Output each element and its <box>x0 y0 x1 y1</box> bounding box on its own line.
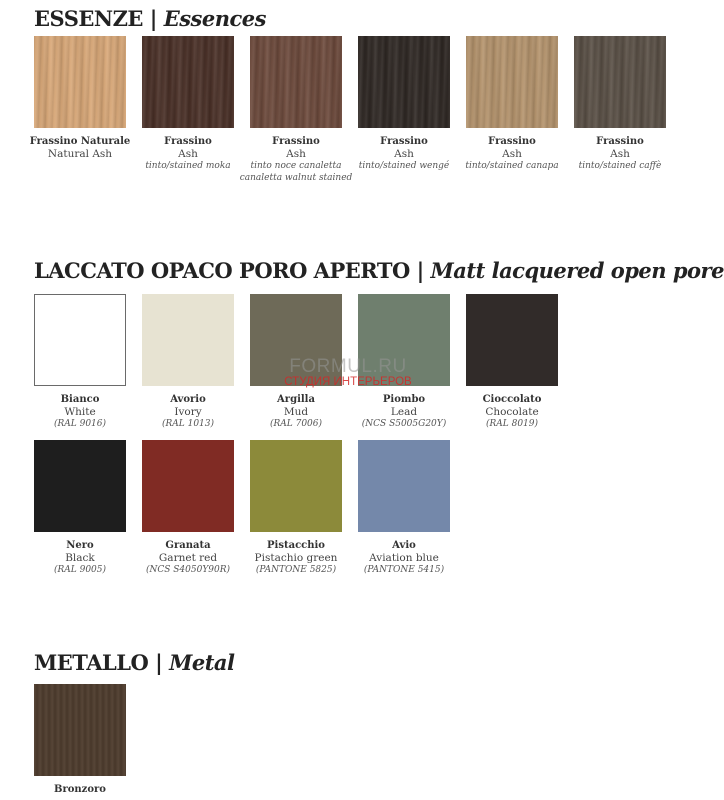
swatch-name-en: Aviation blue <box>369 552 439 564</box>
swatch-code: (RAL 8019) <box>485 419 539 429</box>
wood-swatch[interactable] <box>142 36 234 128</box>
swatch-name-it: Bianco <box>60 394 100 405</box>
swatch-name-it: Frassino <box>488 136 536 147</box>
swatch-name-en: Ash <box>502 148 522 160</box>
swatch-name-it: Argilla <box>277 394 315 405</box>
swatch-note: tinto/stained canapa <box>465 161 559 171</box>
swatch-name-it: Granata <box>165 540 211 551</box>
swatch-name-en: Chocolate <box>485 406 539 418</box>
title-en: Matt lacquered open pore <box>430 258 724 283</box>
swatch-name-en: Natural Ash <box>47 148 113 160</box>
swatch-name-en: Ash <box>394 148 414 160</box>
swatch-name-en: Ash <box>610 148 630 160</box>
swatch-name-en: Ivory <box>174 406 202 418</box>
wood-swatch[interactable] <box>466 36 558 128</box>
swatch-code: (RAL 9005) <box>53 565 107 575</box>
swatch-name-it: Frassino <box>380 136 428 147</box>
swatch-name-it: Avio <box>392 540 416 551</box>
section-title-metal <box>34 650 235 675</box>
lacquer-swatch[interactable] <box>466 294 558 386</box>
section-title-essences <box>34 6 266 31</box>
swatch-code: (NCS S4050Y90R) <box>145 565 231 575</box>
wood-swatch[interactable] <box>358 36 450 128</box>
title-it: LACCATO OPACO PORO APERTO <box>34 258 410 283</box>
swatch-name-en: White <box>64 406 96 418</box>
swatch-note: tinto noce canaletta <box>250 161 342 171</box>
lacquer-swatch[interactable] <box>358 440 450 532</box>
swatch-name-en: Garnet red <box>158 552 218 564</box>
swatch-name-it: Avorio <box>170 394 206 405</box>
swatch-note: tinto/stained moka <box>145 161 231 171</box>
swatch-caption <box>555 136 685 172</box>
title-separator: | <box>409 258 431 283</box>
swatch-name-en: Lead <box>390 406 418 418</box>
swatch-caption <box>339 540 469 576</box>
swatch-caption <box>15 784 145 796</box>
watermark <box>268 356 428 388</box>
swatch-caption <box>447 394 577 430</box>
lacquer-swatch[interactable] <box>142 440 234 532</box>
wood-swatch[interactable] <box>574 36 666 128</box>
lacquer-swatch[interactable] <box>34 294 126 386</box>
swatch-name-it: Frassino <box>596 136 644 147</box>
swatch-code: (RAL 7006) <box>269 419 323 429</box>
title-en: Essences <box>163 6 266 31</box>
swatch-name-it: Piombo <box>382 394 426 405</box>
swatch-code: (NCS S5005G20Y) <box>361 419 447 429</box>
swatch-note: tinto/stained caffè <box>578 161 662 171</box>
swatch-name-en: Black <box>65 552 95 564</box>
lacquer-swatch[interactable] <box>34 440 126 532</box>
swatch-name-it: Frassino <box>164 136 212 147</box>
swatch-code: (RAL 1013) <box>161 419 215 429</box>
swatch-name-en: Mud <box>283 406 309 418</box>
section-title-lacquered <box>34 258 724 283</box>
swatch-name-en: Ash <box>286 148 306 160</box>
title-it: ESSENZE <box>34 6 143 31</box>
swatch-name-it: Pistacchio <box>267 540 325 551</box>
swatch-code: (RAL 9016) <box>53 419 107 429</box>
swatch-name-en: Ash <box>178 148 198 160</box>
swatch-name-it: Bronzoro <box>54 784 106 795</box>
title-en: Metal <box>169 650 235 675</box>
swatch-name-it: Frassino <box>272 136 320 147</box>
swatch-name-it: Frassino Naturale <box>29 136 131 147</box>
lacquer-swatch[interactable] <box>142 294 234 386</box>
metal-swatch[interactable] <box>34 684 126 776</box>
wood-swatch[interactable] <box>34 36 126 128</box>
watermark-line-2: СТУДИЯ ИНТЕРЬЕРОВ <box>284 376 412 388</box>
swatch-name-en: Pistachio green <box>254 552 338 564</box>
watermark-line-1: FORMUL.RU <box>289 356 407 377</box>
wood-swatch[interactable] <box>250 36 342 128</box>
lacquer-swatch[interactable] <box>250 440 342 532</box>
swatch-name-it: Nero <box>66 540 94 551</box>
title-separator: | <box>148 650 170 675</box>
title-it: METALLO <box>34 650 149 675</box>
swatch-code: (PANTONE 5825) <box>255 565 337 575</box>
swatch-note: tinto/stained wengé <box>358 161 450 171</box>
swatch-note-2: canaletta walnut stained <box>239 173 353 183</box>
swatch-code: (PANTONE 5415) <box>363 565 445 575</box>
title-separator: | <box>142 6 164 31</box>
swatch-name-it: Cioccolato <box>482 394 542 405</box>
